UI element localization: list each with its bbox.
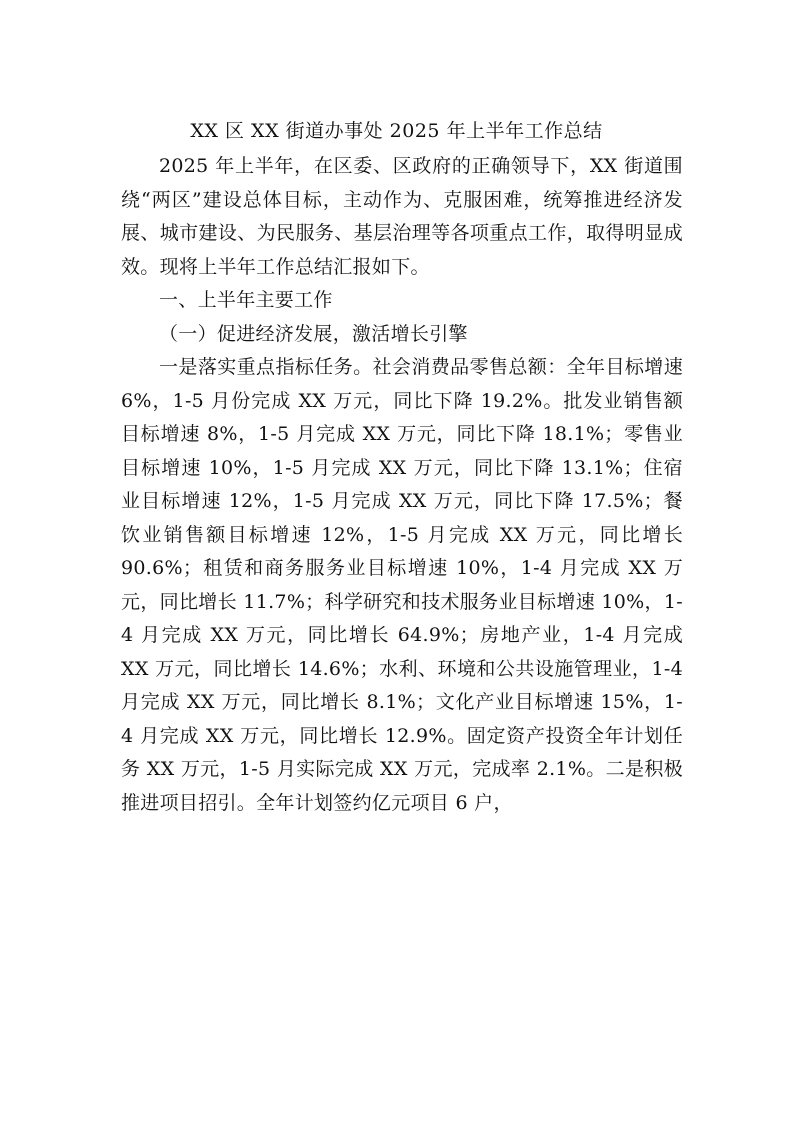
body-paragraph-indicators: 一是落实重点指标任务。社会消费品零售总额：全年目标增速 6%，1-5 月份完成 XX 万元，同比下降 19.2%。批发业销售额目标增速 8%，1-5 月完成 XX 万元，同比下降 18.1%；零售业目标增速 10%，1-5 月完成 XX 万元，同比下降 13.1%；住宿业目标增速 12%，1-5 月完成 XX 万元，同比下降 17.5%；餐饮业销售额目标增速 12%，1-5 月完成 XX 万元，同比增长 90.6%；租赁和商务服务业目标增速 10%，1-4 月完成 XX 万元，同比增长 11.7%；科学研究和技术服务业目标增速 10%，1-4 月完成 XX 万元，同比增长 64.9%；房地产业，1-4 月完成 XX 万元，同比增长 14.6%；水利、环境和公共设施管理业，1-4 月完成 XX 万元，同比增长 8.1%；文化产业目标增速 15%，1-4 月完成 XX 万元，同比增长 12.9%。固定资产投资全年计划任务 XX 万元，1-5 月实际完成 XX 万元，完成率 2.1%。二是积极推进项目招引。全年计划签约亿元项目 6 户， [121, 356, 683, 814]
document-title: XX 区 XX 街道办事处 2025 年上半年工作总结 [190, 120, 603, 142]
section-heading-1: 一、上半年主要工作 [159, 289, 333, 311]
document-body [121, 150, 683, 820]
subsection-heading-1: （一）促进经济发展，激活增长引擎 [159, 322, 468, 345]
intro-paragraph: 2025 年上半年，在区委、区政府的正确领导下，XX 街道围绕“两区”建设总体目标，主动作为、克服困难，统筹推进经济发展、城市建设、为民服务、基层治理等各项重点工作，取得明显成效。现将上半年工作总结汇报如下。 [121, 155, 683, 278]
